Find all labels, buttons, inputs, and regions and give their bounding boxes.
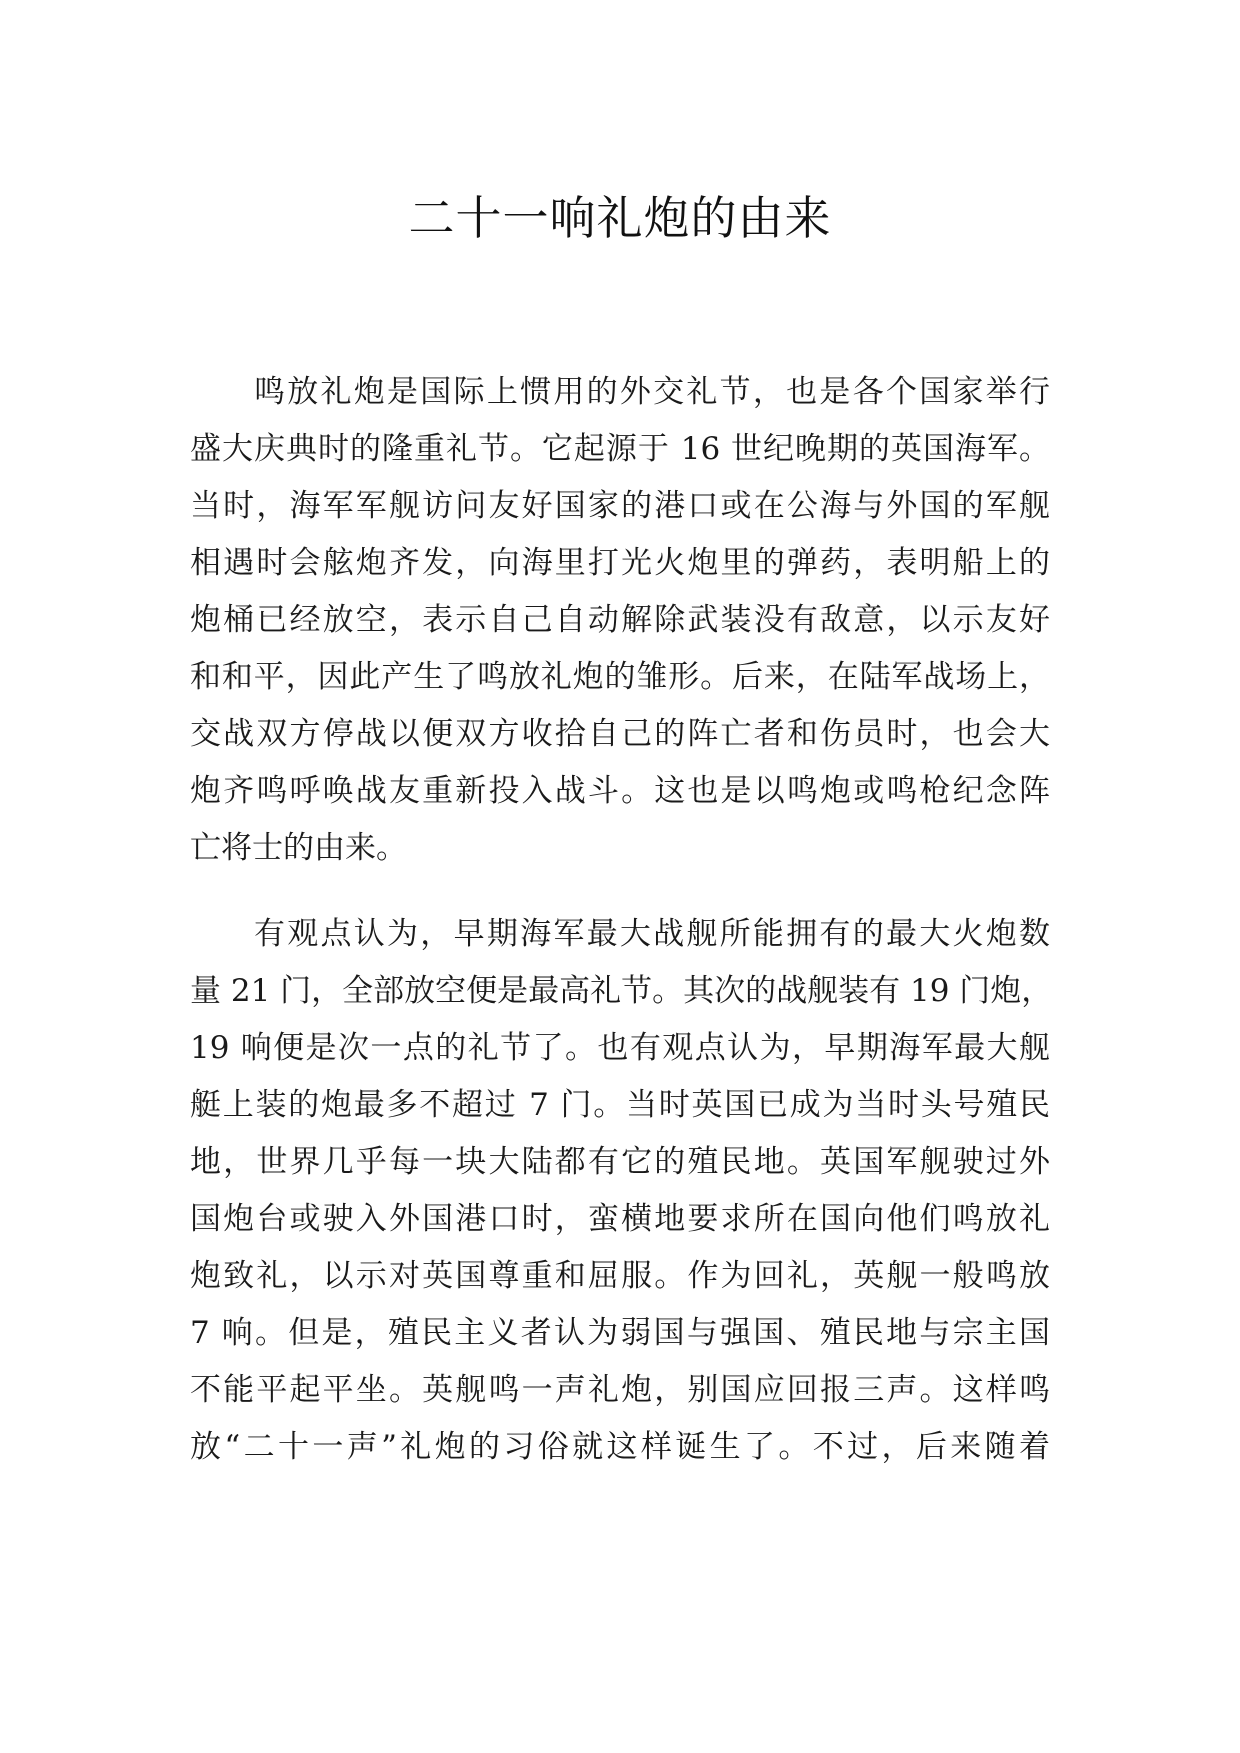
text-line: 国炮台或驶入外国港口时，蛮横地要求所在国向他们鸣放礼	[190, 1201, 1050, 1237]
text-line: 鸣放礼炮是国际上惯用的外交礼节，也是各个国家举行	[254, 374, 1050, 410]
text-line: 艇上装的炮最多不超过 7 门。当时英国已成为当时头号殖民	[190, 1087, 1050, 1123]
text-line: 炮齐鸣呼唤战友重新投入战斗。这也是以鸣炮或鸣枪纪念阵	[190, 773, 1050, 809]
text-line: 当时，海军军舰访问友好国家的港口或在公海与外国的军舰	[190, 488, 1050, 524]
text-line: 炮桶已经放空，表示自己自动解除武装没有敌意，以示友好	[190, 602, 1050, 638]
text-line: 地，世界几乎每一块大陆都有它的殖民地。英国军舰驶过外	[190, 1144, 1050, 1180]
text-line: 19 响便是次一点的礼节了。也有观点认为，早期海军最大舰	[190, 1030, 1050, 1066]
text-line: 炮致礼，以示对英国尊重和屈服。作为回礼，英舰一般鸣放	[190, 1258, 1050, 1294]
document-body	[190, 364, 1053, 1505]
text-line: 7 响。但是，殖民主义者认为弱国与强国、殖民地与宗主国	[190, 1315, 1050, 1351]
text-line: 相遇时会舷炮齐发，向海里打光火炮里的弹药，表明船上的	[190, 545, 1050, 581]
paragraph-2	[190, 906, 1053, 1476]
text-line: 放“二十一声”礼炮的习俗就这样诞生了。不过，后来随着	[190, 1429, 1050, 1465]
document-title: 二十一响礼炮的由来	[408, 191, 832, 245]
text-line: 盛大庆典时的隆重礼节。它起源于 16 世纪晚期的英国海军。	[190, 431, 1050, 467]
text-line: 有观点认为，早期海军最大战舰所能拥有的最大火炮数	[254, 916, 1050, 952]
text-line: 量 21 门，全部放空便是最高礼节。其次的战舰装有 19 门炮，	[190, 973, 1053, 1009]
text-line: 亡将士的由来。	[190, 830, 407, 866]
text-line: 不能平起平坐。英舰鸣一声礼炮，别国应回报三声。这样鸣	[190, 1372, 1050, 1408]
paragraph-1	[190, 364, 1050, 877]
text-line: 和和平，因此产生了鸣放礼炮的雏形。后来，在陆军战场上，	[190, 659, 1050, 695]
text-line: 交战双方停战以便双方收拾自己的阵亡者和伤员时，也会大	[190, 716, 1050, 752]
